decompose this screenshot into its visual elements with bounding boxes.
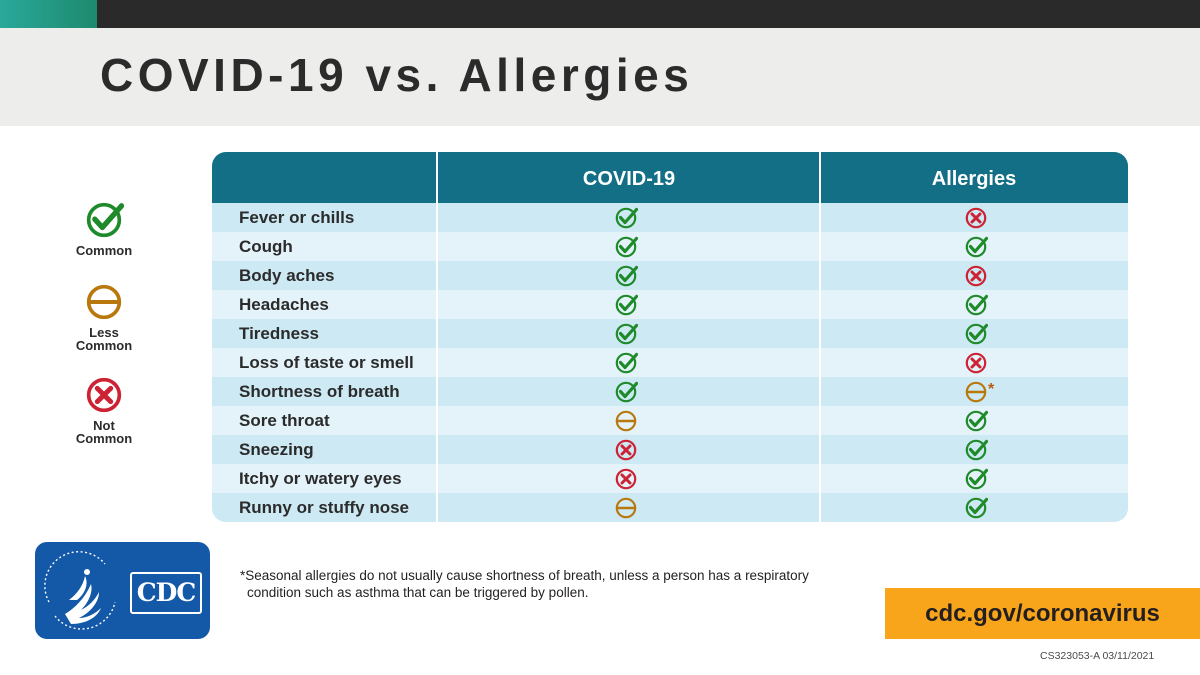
symptom-label: Body aches (239, 266, 335, 285)
legend-label-line: Common (75, 338, 133, 353)
x-circle-icon (964, 264, 988, 288)
minus-circle-icon (64, 282, 144, 322)
x-circle-icon (964, 351, 988, 375)
header-allergies: Allergies (931, 168, 1017, 190)
comparison-table (212, 152, 1128, 522)
table-row (212, 493, 1128, 522)
legend-item-not (64, 375, 144, 445)
footnote-line-2: condition such as asthma that can be triggered by pollen. (247, 585, 589, 600)
table-row (212, 232, 1128, 261)
page-title: COVID-19 vs. Allergies (100, 49, 694, 101)
top-bar (0, 0, 1200, 28)
table-row (212, 203, 1128, 232)
symptom-label: Runny or stuffy nose (239, 498, 410, 517)
table-row (212, 464, 1128, 493)
hhs-cdc-logo (35, 542, 210, 639)
top-bar-accent (0, 0, 97, 28)
legend-label-line: Less (89, 325, 119, 340)
symptom-label: Sore throat (239, 411, 330, 430)
table-row (212, 319, 1128, 348)
header-covid: COVID-19 (582, 168, 676, 190)
url-banner (885, 588, 1200, 639)
x-circle-icon (964, 206, 988, 230)
check-circle-icon (64, 200, 144, 240)
symptom-label: Fever or chills (239, 208, 355, 227)
check-circle-icon (614, 351, 638, 375)
column-divider (819, 152, 821, 522)
x-circle-icon (614, 467, 638, 491)
footnote-line-1: *Seasonal allergies do not usually cause shortness of breath, unless a person has a respiratory (240, 568, 809, 583)
footnote (240, 567, 840, 601)
symptom-label: Loss of taste or smell (239, 353, 414, 372)
document-code: CS323053-A 03/11/2021 (1040, 650, 1155, 662)
url-link[interactable]: cdc.gov/coronavirus (925, 600, 1160, 627)
legend-label (64, 244, 144, 257)
symptom-label: Cough (239, 237, 293, 256)
hhs-eagle-seal-icon (35, 542, 125, 639)
check-circle-icon (614, 293, 638, 317)
check-circle-icon (964, 467, 988, 491)
legend-label-line: Not (93, 418, 115, 433)
footnote-marker: * (988, 381, 995, 398)
check-circle-icon (964, 322, 988, 346)
minus-circle-icon (614, 409, 638, 433)
symptom-label: Tiredness (239, 324, 320, 343)
check-circle-icon (614, 264, 638, 288)
minus-circle-icon (614, 496, 638, 520)
symptom-label: Shortness of breath (239, 382, 400, 401)
symptom-label: Headaches (239, 295, 329, 314)
symptom-label: Itchy or watery eyes (239, 469, 402, 488)
legend-item-common (64, 200, 144, 257)
check-circle-icon (614, 322, 638, 346)
legend-label-line: Common (75, 431, 133, 446)
legend-label-line: Common (75, 243, 133, 258)
x-circle-icon (64, 375, 144, 415)
check-circle-icon (964, 235, 988, 259)
legend-label (64, 326, 144, 352)
table-row (212, 261, 1128, 290)
check-circle-icon (614, 380, 638, 404)
x-circle-icon (614, 438, 638, 462)
symptom-label: Sneezing (239, 440, 314, 459)
table-row (212, 348, 1128, 377)
table-row (212, 377, 1128, 406)
check-circle-icon (964, 293, 988, 317)
table-row (212, 406, 1128, 435)
check-circle-icon (964, 496, 988, 520)
cdc-logo-box (130, 572, 202, 614)
legend-item-less (64, 282, 144, 352)
check-circle-icon (964, 409, 988, 433)
check-circle-icon (614, 235, 638, 259)
minus-circle-icon (964, 380, 988, 404)
cdc-logo-text: CDC (136, 578, 196, 607)
check-circle-icon (614, 206, 638, 230)
check-circle-icon (964, 438, 988, 462)
table-row (212, 435, 1128, 464)
column-divider (436, 152, 438, 522)
table-row (212, 290, 1128, 319)
table-header (212, 152, 1128, 203)
legend-label (64, 419, 144, 445)
